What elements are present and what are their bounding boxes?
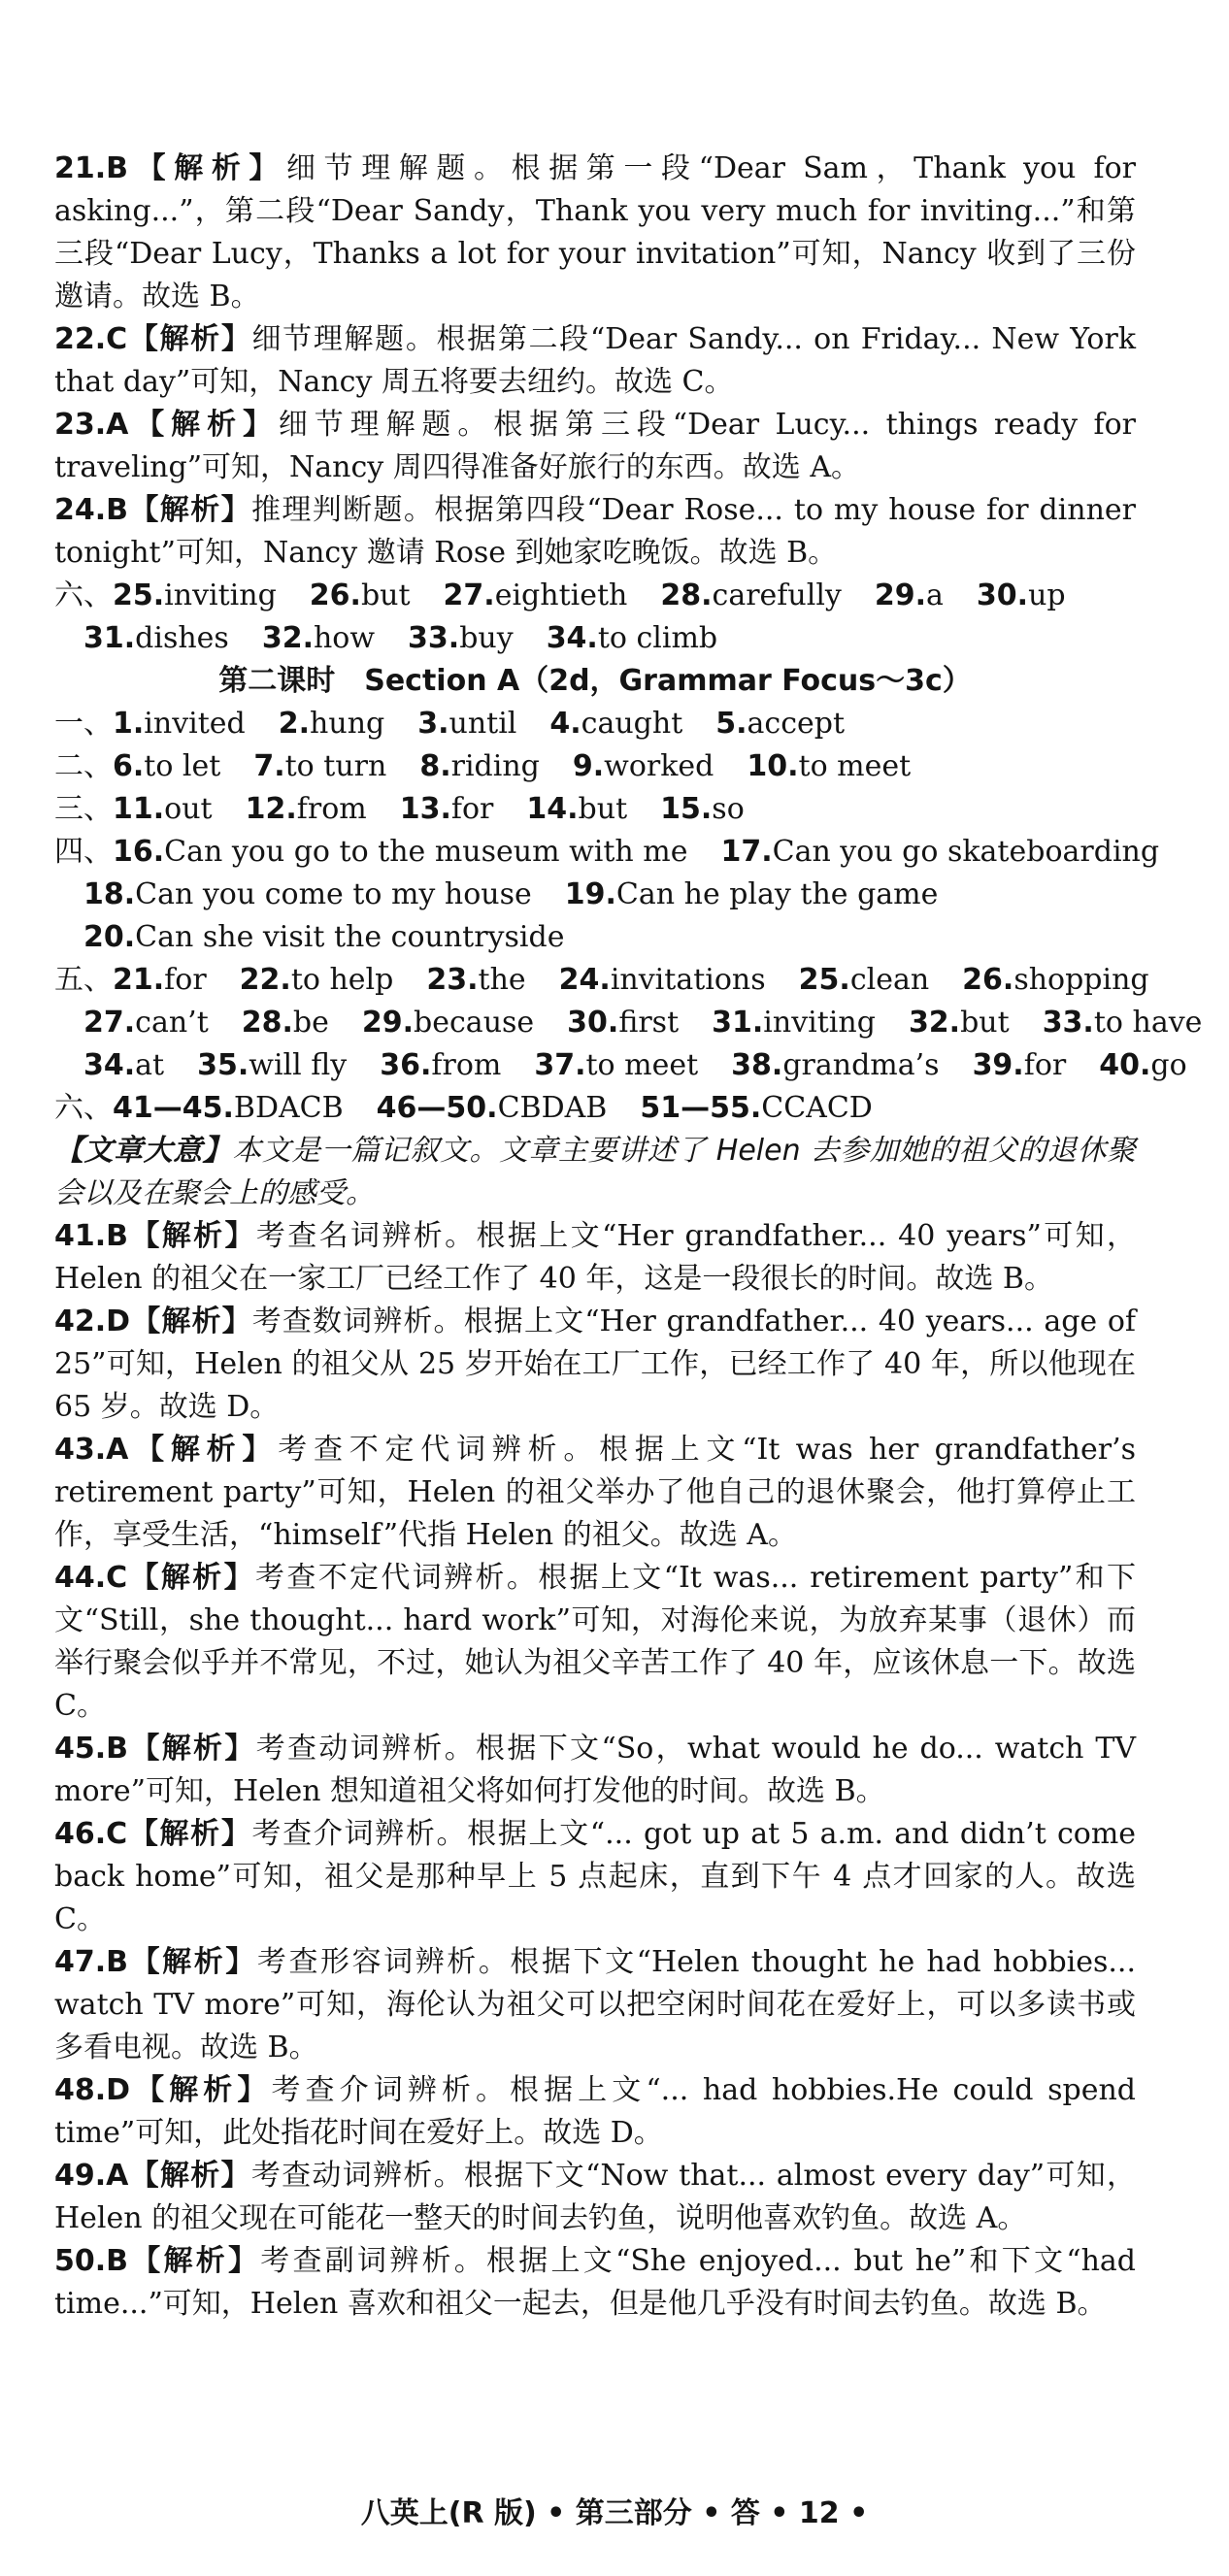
answer-item [197,1044,347,1087]
answer-item [559,959,766,1002]
answer-item [83,874,532,916]
question-number: 27. [443,578,495,612]
answer-text: Can she visit the countryside [135,920,565,954]
analysis-tag: 【解析】 [127,1561,255,1595]
analysis-tag: 【解析】 [130,2073,272,2107]
question-number: 23. [54,408,107,442]
answer-text: CBDAB [497,1091,608,1125]
answer-text: will fly [249,1048,348,1082]
question-number: 1. [113,707,145,741]
explanation-text: 考查名词辨析。根据上文“Her grandfather... 40 years”可知，Helen 的祖父在一家工厂已经工作了 40 年，这是一段很长的时间。故选 B。 [54,1219,1136,1296]
answer-text: clean [849,963,930,997]
answer-item [567,1002,679,1044]
answer-text: out [164,792,213,826]
answer-letter: B [106,493,129,527]
question-number: 24. [558,963,611,997]
summary-text: 本文是一篇记叙文。文章主要讲述了 Helen 去参加她的祖父的退休聚会以及在聚会上的感受。 [54,1134,1136,1210]
analysis-tag: 【解析】 [128,408,279,442]
answer-item [547,617,717,660]
answer-row [54,874,1136,916]
answer-text: shopping [1013,963,1149,997]
explanation-text: 考查副词辨析。根据上文“She enjoyed... but he”和下文“had time...”可知，Helen 喜欢和祖父一起去，但是他几乎没有时间去钓鱼。故选 B。 [54,2244,1136,2321]
question-number: 6. [113,749,145,783]
answer-item [973,1044,1067,1087]
answer-text: for [1023,1048,1067,1082]
section-marker: 一、 [54,707,113,741]
answer-item [253,745,386,788]
question-number: 28. [660,578,713,612]
answer-row [54,745,1136,788]
explanation-paragraph [54,2069,1136,2155]
answer-text: how [313,621,376,655]
answer-letter: B [106,1219,129,1253]
answer-text: from [296,792,367,826]
answer-item [444,575,628,617]
answer-text: first [618,1006,680,1040]
question-number: 24. [54,493,107,527]
question-number: 26. [309,578,361,612]
question-number: 50. [54,2244,107,2278]
article-summary [54,1130,1136,1215]
answer-text: inviting [763,1006,876,1040]
explanation-paragraph [54,2240,1136,2326]
answer-item [83,1002,209,1044]
answer-item [419,745,540,788]
section-marker: 二、 [54,749,113,783]
answer-text: because [414,1006,535,1040]
question-number: 8. [419,749,451,783]
answer-item [380,1044,501,1087]
answer-row [54,788,1136,831]
answer-text: so [712,792,745,826]
answer-text: inviting [164,578,277,612]
answer-item [977,575,1066,617]
answer-text: Can you go skateboarding [772,835,1160,869]
answer-row [54,1087,1136,1130]
question-number: 39. [972,1048,1024,1082]
answer-item [54,1087,344,1130]
analysis-tag: 【解析】 [128,151,287,185]
question-number: 4. [549,707,581,741]
question-number: 26. [962,963,1014,997]
answer-item [909,1002,1010,1044]
question-number: 30. [567,1006,619,1040]
section-marker: 四、 [54,835,113,869]
answer-item [426,959,525,1002]
answer-text: eightieth [494,578,628,612]
answer-item [660,788,745,831]
explanation-text: 考查不定代词辨析。根据上文“It was her grandfather’s retirement party”可知，Helen 的祖父举办了他自己的退休聚会，他打算停止工作，享受生活，“himself”代指 Helen 的祖父。故选 A。 [54,1433,1137,1552]
question-number: 43. [54,1433,107,1467]
question-number: 37. [534,1048,586,1082]
answer-text: at [135,1048,165,1082]
answer-row [54,617,1136,660]
answer-text: to meet [798,749,912,783]
answer-text: CCACD [761,1091,873,1125]
answer-item [408,617,514,660]
question-number: 30. [976,578,1029,612]
answer-item [875,575,944,617]
explanation-text: 推理判断题。根据第四段“Dear Rose... to my house for dinner tonight”可知，Nancy 邀请 Rose 到她家吃晚饭。故选 B。 [54,493,1137,570]
answer-row [54,575,1136,617]
question-number: 3. [417,707,449,741]
answer-item [417,703,516,745]
question-number: 29. [874,578,927,612]
analysis-tag: 【解析】 [128,1945,257,1979]
question-number: 18. [83,877,136,911]
answer-row [54,1044,1187,1087]
question-number: 21. [54,151,107,185]
explanation-text: 细节理解题。根据第一段“Dear Sam，Thank you for asking...”，第二段“Dear Sandy，Thank you very much for inviting...”和第三段“Dear Lucy，Thanks a lot for your invitation”可知，Nancy 收到了三份邀请。故选 B。 [54,151,1137,314]
answer-letter: D [106,1305,131,1338]
question-number: 31. [712,1006,764,1040]
answer-row [54,1002,1203,1044]
question-number: 44. [54,1561,107,1595]
answer-item [54,745,220,788]
answer-text: to meet [585,1048,699,1082]
question-number: 49. [54,2159,107,2193]
section-marker: 三、 [54,792,113,826]
question-number: 51—55. [640,1091,762,1125]
answer-item [362,1002,534,1044]
answer-item [660,575,842,617]
answer-row [54,959,1149,1002]
answer-text: dishes [135,621,229,655]
answer-text: to have [1093,1006,1203,1040]
answer-item [54,959,207,1002]
answer-text: to climb [597,621,718,655]
answer-item [83,1044,164,1087]
answer-item [54,788,213,831]
explanation-paragraph [54,1941,1136,2069]
answer-item [1043,1002,1203,1044]
answer-text: a [926,578,944,612]
answer-item [279,703,384,745]
answer-item [83,916,564,959]
analysis-tag: 【解析】 [128,2159,251,2193]
answer-text: Can you go to the museum with me [164,835,688,869]
answer-letter: C [106,1817,128,1851]
answer-item [573,745,714,788]
answer-text: until [448,707,517,741]
question-number: 23. [426,963,479,997]
answer-item [720,831,1159,874]
answer-letter: D [106,2073,131,2107]
answer-text: Can he play the game [615,877,939,911]
explanation-text: 细节理解题。根据第三段“Dear Lucy... things ready for traveling”可知，Nancy 周四得准备好旅行的东西。故选 A。 [54,408,1137,484]
answer-item [640,1087,873,1130]
answer-letter: B [106,2244,129,2278]
question-number: 25. [113,578,165,612]
answer-content [54,148,1203,2326]
answer-text: but [960,1006,1010,1040]
section-marker: 五、 [54,963,113,997]
analysis-tag: 【解析】 [128,1732,256,1766]
answer-text: be [292,1006,329,1040]
lesson-title: 第二课时 Section A（2d，Grammar Focus～3c） [218,664,972,698]
explanation-paragraph [54,1557,1136,1728]
question-number: 48. [54,2073,107,2107]
answer-text: worked [604,749,714,783]
question-number: 7. [253,749,285,783]
question-number: 5. [715,707,747,741]
question-number: 11. [113,792,165,826]
answer-text: go [1150,1048,1187,1082]
answer-text: the [478,963,526,997]
explanation-paragraph [54,404,1136,489]
answer-text: for [450,792,494,826]
answer-text: caught [581,707,683,741]
analysis-tag: 【解析】 [127,322,252,356]
answer-letter: B [106,151,129,185]
question-number: 16. [113,835,165,869]
answer-item [1099,1044,1186,1087]
answer-text: but [360,578,411,612]
section-marker: 六、 [54,578,113,612]
explanation-paragraph [54,489,1136,575]
question-number: 21. [113,963,165,997]
question-number: 33. [408,621,460,655]
answer-item [962,959,1148,1002]
question-number: 2. [278,707,311,741]
analysis-tag: 【解析】 [127,1817,252,1851]
answer-text: to turn [284,749,387,783]
answer-item [377,1087,608,1130]
explanation-paragraph [54,1429,1136,1557]
answer-text: riding [450,749,540,783]
answer-item [240,959,394,1002]
answer-item [242,1002,329,1044]
explanation-paragraph [54,2155,1136,2240]
question-number: 19. [564,877,616,911]
answer-text: BDACB [233,1091,344,1125]
question-number: 17. [720,835,773,869]
answer-item [54,703,246,745]
explanation-text: 考查形容词辨析。根据下文“Helen thought he had hobbies... watch TV more”可知，海伦认为祖父可以把空闲时间花在爱好上，可以多读书或多看电视。故选 B。 [54,1945,1136,2064]
question-number: 20. [83,920,136,954]
explanation-text: 考查数词辨析。根据上文“Her grandfather... 40 years... age of 25”可知，Helen 的祖父从 25 岁开始在工厂工作，已经工作了 40 年，所以他现在 65 岁。故选 D。 [54,1305,1136,1424]
answer-text: from [431,1048,502,1082]
answer-item [731,1044,939,1087]
answer-letter: B [106,1945,129,1979]
answer-item [549,703,682,745]
explanation-paragraph [54,1301,1136,1429]
explanation-paragraph [54,148,1136,318]
explanation-text: 考查不定代词辨析。根据上文“It was... retirement party”和下文“Still，she thought... hard work”可知，对海伦来说，为放弃某事（退休）而举行聚会似乎并不常见，不过，她认为祖父辛苦工作了 40 年，应该休息一下。故选 C。 [54,1561,1137,1723]
answer-text: accept [747,707,846,741]
answer-text: hung [310,707,385,741]
analysis-tag: 【解析】 [128,1219,256,1253]
answer-text: up [1028,578,1066,612]
answer-item [526,788,627,831]
answer-text: grandma’s [782,1048,940,1082]
question-number: 36. [380,1048,432,1082]
answer-item [715,703,845,745]
answer-row [54,831,1160,874]
question-number: 22. [54,322,107,356]
explanation-text: 考查介词辨析。根据上文“... had hobbies.He could spend time”可知，此处指花时间在爱好上。故选 D。 [54,2073,1137,2150]
answer-item [246,788,367,831]
answer-text: invited [144,707,246,741]
explanation-paragraph [54,1728,1136,1813]
question-number: 31. [83,621,136,655]
question-number: 41. [54,1219,107,1253]
answer-text: carefully [712,578,842,612]
analysis-tag: 【解析】 [128,493,251,527]
explanation-text: 考查动词辨析。根据下文“So，what would he do... watch TV more”可知，Helen 想知道祖父将如何打发他的时间。故选 B。 [54,1732,1136,1808]
answer-item [83,617,229,660]
answer-item [565,874,939,916]
question-number: 32. [908,1006,961,1040]
question-number: 28. [241,1006,293,1040]
question-number: 45. [54,1732,107,1766]
answer-row [54,703,1136,745]
question-number: 34. [83,1048,136,1082]
question-number: 12. [245,792,297,826]
summary-tag: 【文章大意】 [54,1134,233,1168]
question-number: 29. [361,1006,415,1040]
answer-item [799,959,930,1002]
answer-text: to help [290,963,394,997]
answer-item [310,575,411,617]
answer-text: Can you come to my house [135,877,532,911]
analysis-tag: 【解析】 [128,1433,279,1467]
question-number: 46—50. [376,1091,498,1125]
question-number: 47. [54,1945,107,1979]
answer-item [54,575,277,617]
explanation-paragraph [54,1215,1136,1301]
answer-letter: A [106,1433,129,1467]
question-number: 9. [572,749,605,783]
section-marker: 六、 [54,1091,113,1125]
question-number: 46. [54,1817,107,1851]
answer-letter: A [106,408,129,442]
answer-item [54,831,687,874]
explanation-paragraph [54,318,1136,404]
answer-letter: C [106,322,128,356]
question-number: 22. [239,963,291,997]
answer-item [747,745,911,788]
answer-text: can’t [135,1006,209,1040]
question-number: 35. [197,1048,249,1082]
question-number: 14. [526,792,579,826]
answer-text: buy [459,621,514,655]
answer-text: for [164,963,207,997]
answer-letter: C [106,1561,128,1595]
answer-item [534,1044,698,1087]
question-number: 38. [731,1048,783,1082]
answer-item [262,617,375,660]
answer-row [54,916,1136,959]
explanation-text: 细节理解题。根据第二段“Dear Sandy... on Friday... New York that day”可知，Nancy 周五将要去纽约。故选 C。 [54,322,1137,399]
question-number: 41—45. [113,1091,234,1125]
question-number: 34. [546,621,598,655]
page-footer: 八英上(R 版) • 第三部分 • 答 • 12 • [360,2496,869,2530]
answer-item [400,788,494,831]
question-number: 25. [798,963,850,997]
answer-item [712,1002,876,1044]
question-number: 10. [747,749,799,783]
question-number: 15. [660,792,713,826]
answer-letter: B [106,1732,129,1766]
question-number: 42. [54,1305,107,1338]
analysis-tag: 【解析】 [128,2244,261,2278]
explanation-text: 考查介词辨析。根据上文“... got up at 5 a.m. and didn’t come back home”可知，祖父是那种早上 5 点起床，直到下午 4 点才回家的人。故选 C。 [54,1817,1137,1936]
explanation-paragraph [54,1813,1136,1941]
answer-letter: A [106,2159,129,2193]
analysis-tag: 【解析】 [130,1305,252,1338]
explanation-text: 考查动词辨析。根据下文“Now that... almost every day”可知，Helen 的祖父现在可能花一整天的时间去钓鱼，说明他喜欢钓鱼。故选 A。 [54,2159,1136,2235]
answer-text: to let [144,749,221,783]
question-number: 27. [83,1006,136,1040]
question-number: 40. [1099,1048,1151,1082]
question-number: 13. [399,792,451,826]
answer-text: but [578,792,628,826]
question-number: 33. [1042,1006,1094,1040]
question-number: 32. [261,621,314,655]
answer-text: invitations [610,963,766,997]
